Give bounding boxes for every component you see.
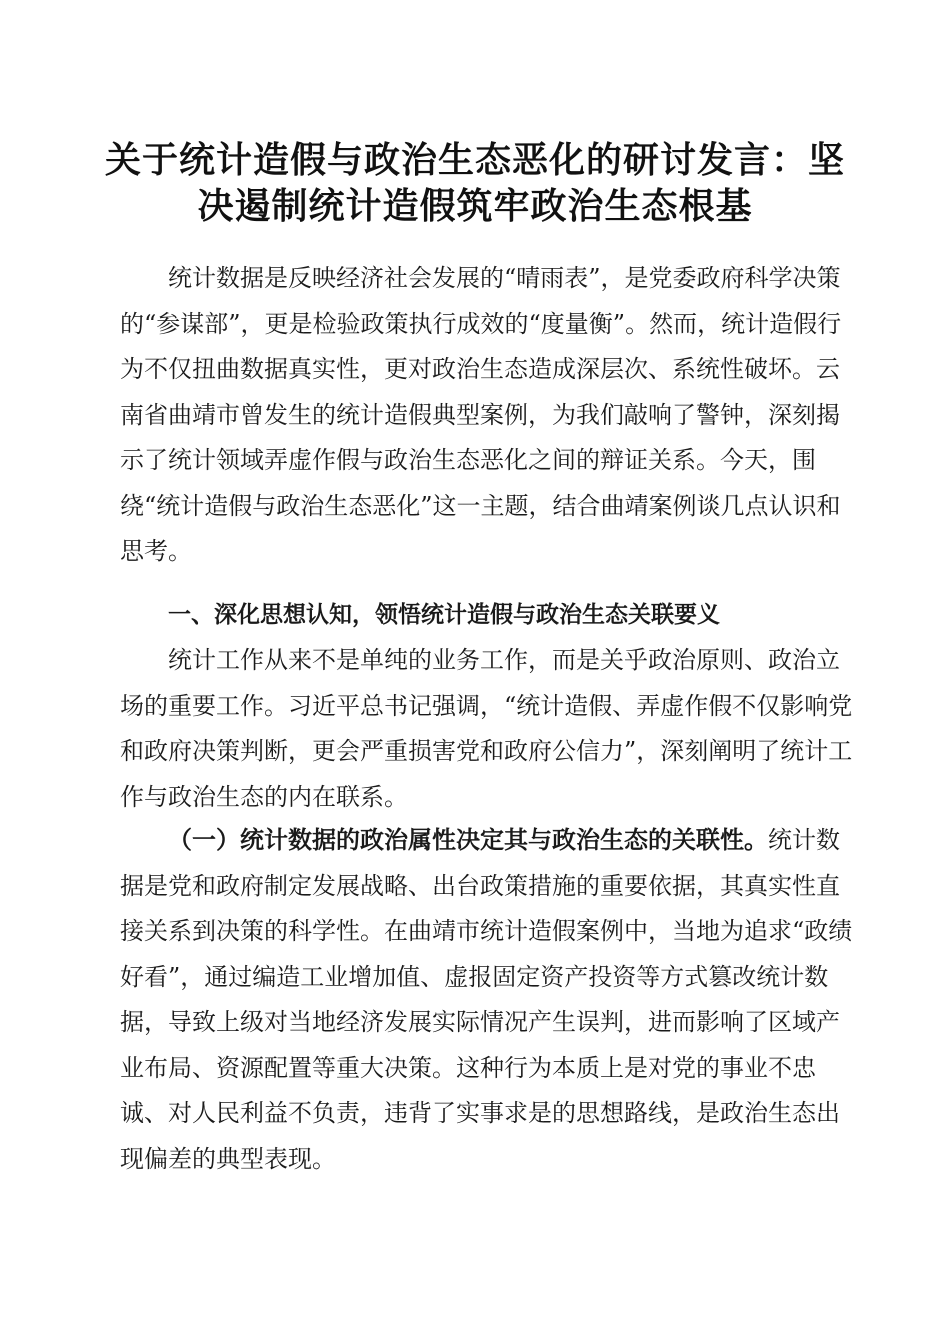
subsection-heading-1: （一）统计数据的政治属性决定其与政治生态的关联性。 bbox=[168, 826, 768, 854]
document-title-line-1: 关于统计造假与政治生态恶化的研讨发言：坚 bbox=[104, 139, 845, 181]
document-title-line-2: 决遏制统计造假筑牢政治生态根基 bbox=[197, 185, 753, 227]
section-heading-1: 一、深化思想认知，领悟统计造假与政治生态关联要义 bbox=[168, 602, 720, 628]
section-1-paragraph: 统计工作从来不是单纯的业务工作，而是关乎政治原则、政治立场的重要工作。习近平总书记强调，“统计造假、弄虚作假不仅影响党和政府决策判断，更会严重损害党和政府公信力”，深刻阐明了统计工作与政治生态的内在联系。 bbox=[120, 646, 853, 811]
subsection-1-paragraph bbox=[120, 818, 860, 1182]
subsection-1-text: 统计数据是党和政府制定发展战略、出台政策措施的重要依据，其真实性直接关系到决策的科学性。在曲靖市统计造假案例中，当地为追求“政绩好看”，通过编造工业增加值、虚报固定资产投资等方式篡改统计数据，导致上级对当地经济发展实际情况产生误判，进而影响了区域产业布局、资源配置等重大决策。这种行为本质上是对党的事业不忠诚、对人民利益不负责，违背了实事求是的思想路线，是政治生态出现偏差的典型表现。 bbox=[120, 826, 853, 1173]
intro-paragraph: 统计数据是反映经济社会发展的“晴雨表”，是党委政府科学决策的“参谋部”，更是检验政策执行成效的“度量衡”。然而，统计造假行为不仅扭曲数据真实性，更对政治生态造成深层次、系统性破坏。云南省曲靖市曾发生的统计造假典型案例，为我们敲响了警钟，深刻揭示了统计领域弄虚作假与政治生态恶化之间的辩证关系。今天，围绕“统计造假与政治生态恶化”这一主题，结合曲靖案例谈几点认识和思考。 bbox=[120, 264, 842, 565]
